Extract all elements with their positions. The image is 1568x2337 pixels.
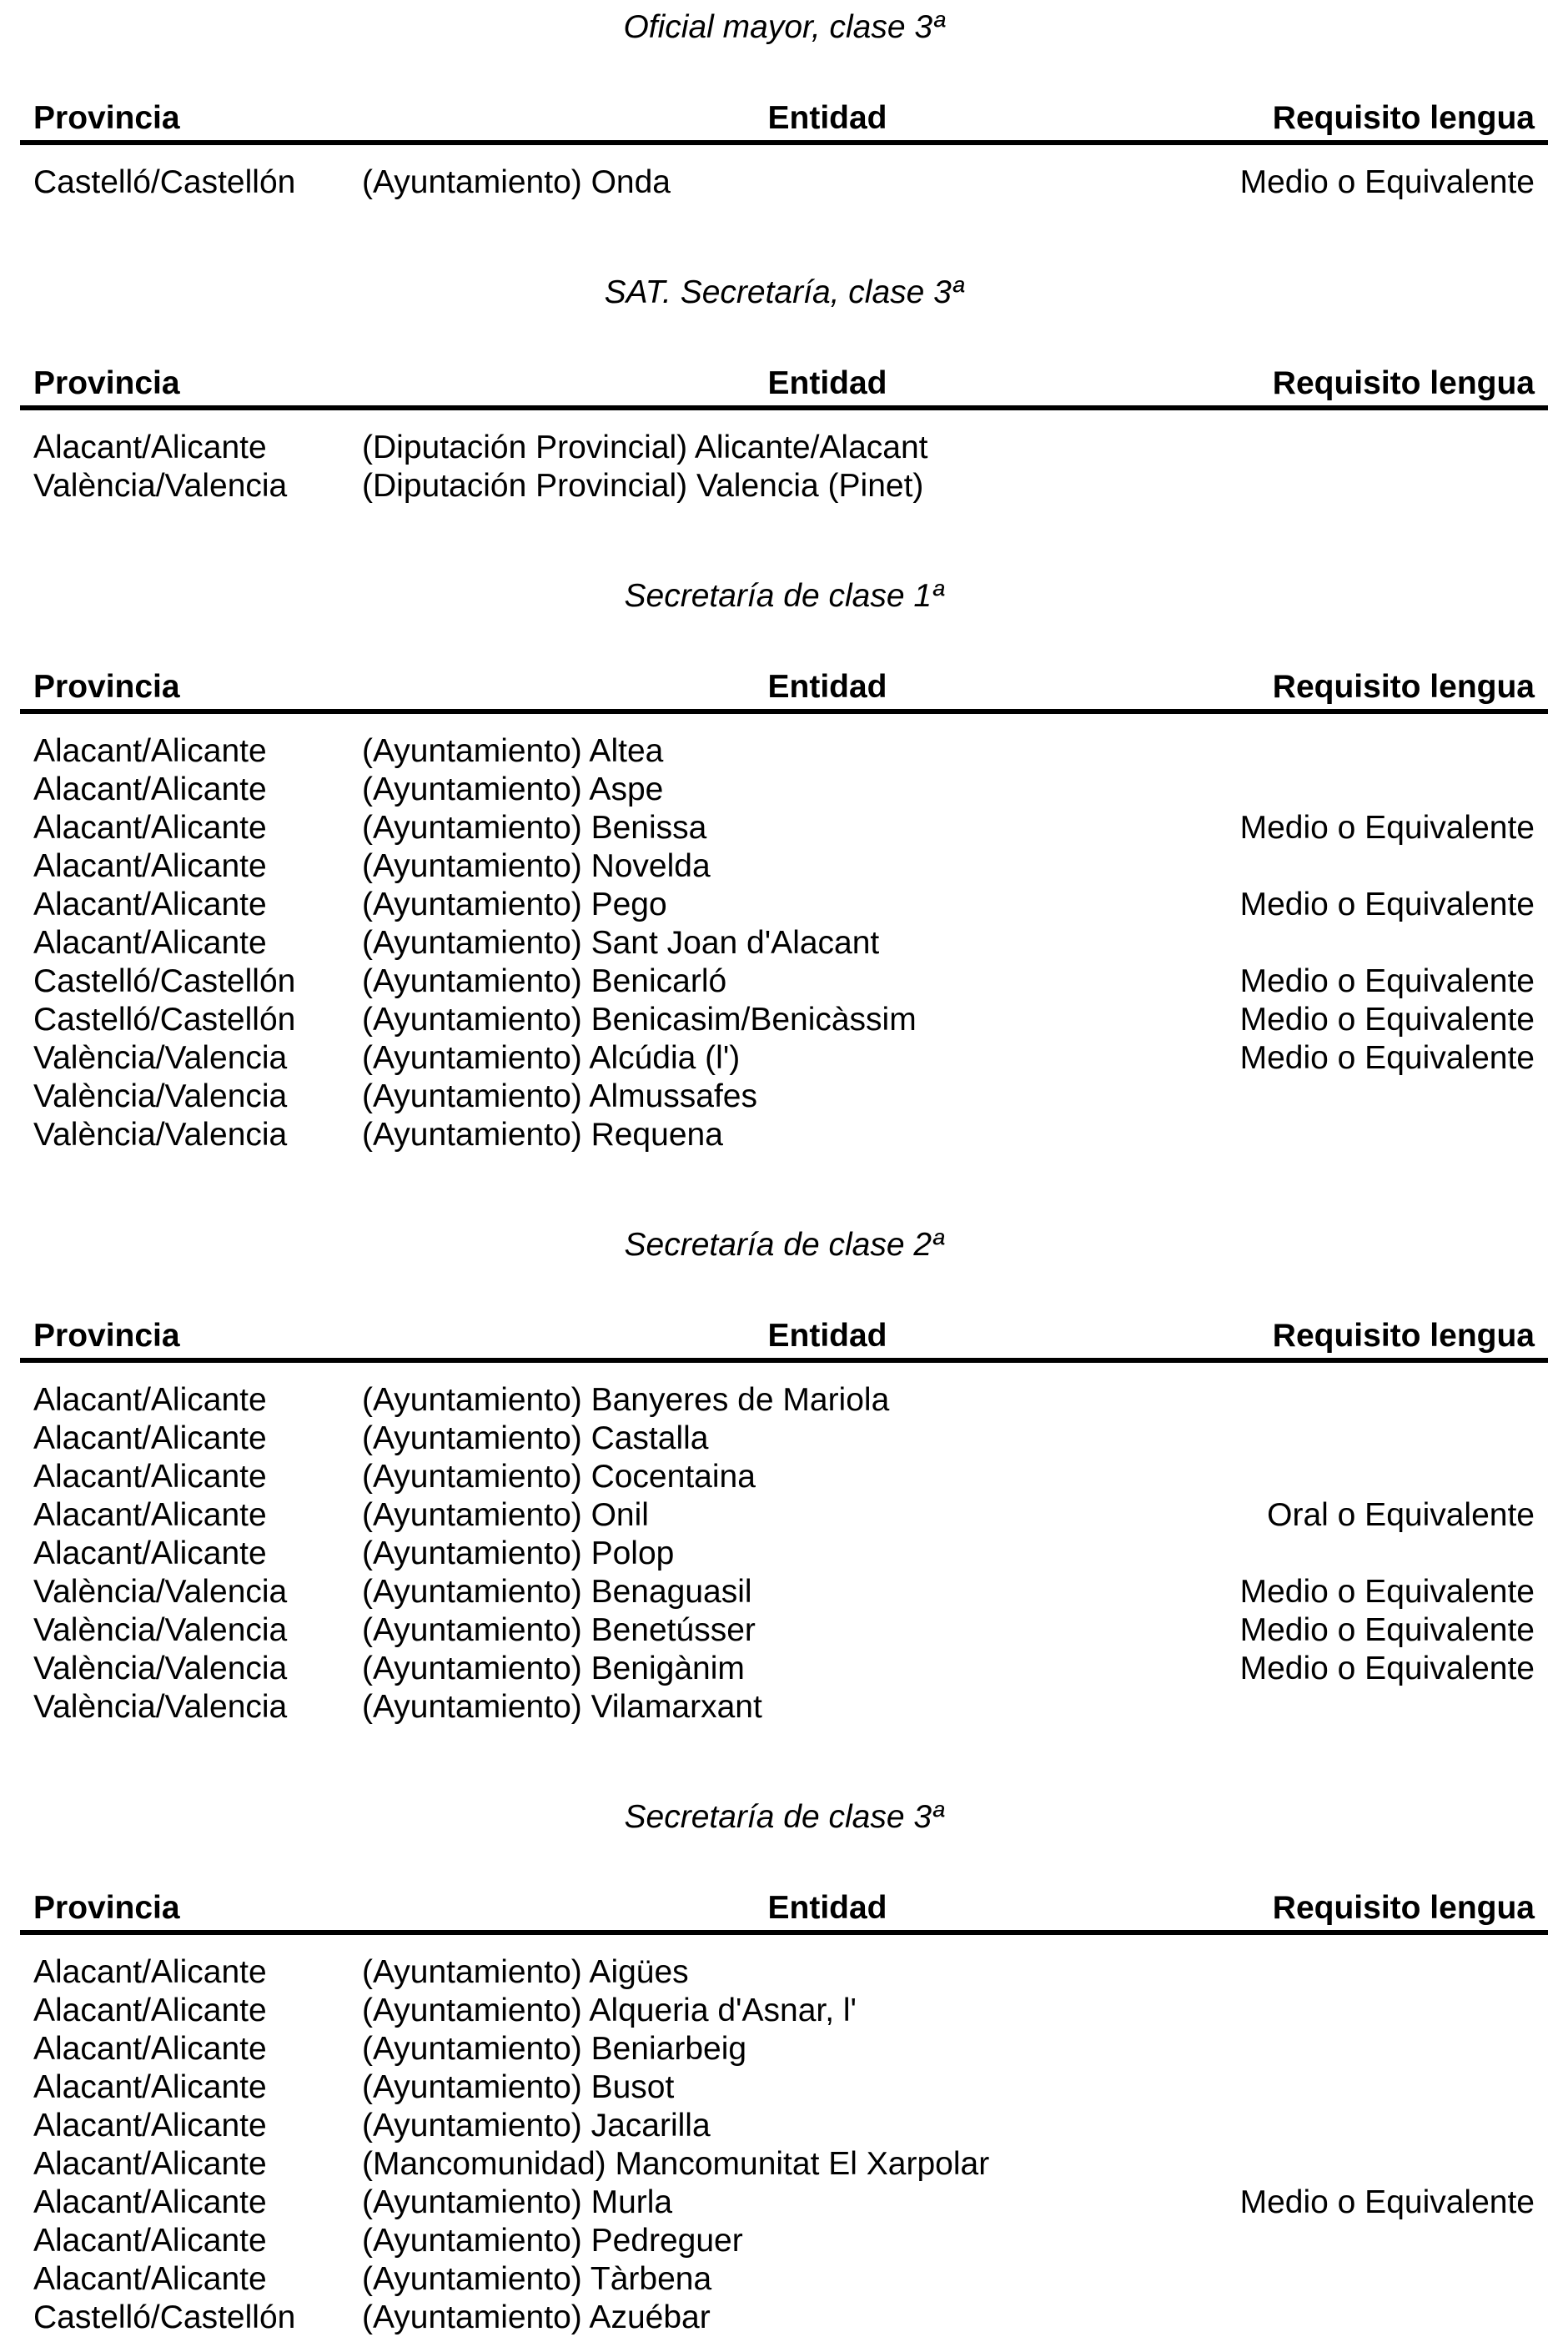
- cell-provincia: Alacant/Alicante: [33, 2031, 267, 2067]
- cell-provincia: Alacant/Alicante: [33, 887, 267, 922]
- header-entidad: Entidad: [767, 100, 887, 136]
- cell-provincia: Alacant/Alicante: [33, 1993, 267, 2028]
- table-row: [20, 1992, 1548, 2030]
- header-entidad: Entidad: [767, 365, 887, 401]
- cell-provincia: València/Valencia: [33, 1040, 288, 1076]
- table-row: [20, 924, 1548, 962]
- cell-entidad: (Ayuntamiento) Beniarbeig: [362, 2031, 747, 2067]
- cell-entidad: (Ayuntamiento) Benetússer: [362, 1612, 756, 1648]
- table-row: [20, 2184, 1548, 2222]
- table-row: [20, 2030, 1548, 2068]
- table-row: [20, 429, 1548, 467]
- cell-entidad: (Ayuntamiento) Banyeres de Mariola: [362, 1382, 890, 1418]
- cell-provincia: Alacant/Alicante: [33, 2223, 267, 2259]
- cell-entidad: (Ayuntamiento) Tàrbena: [362, 2261, 712, 2297]
- cell-requisito-lengua: Medio o Equivalente: [1239, 1612, 1535, 1648]
- cell-requisito-lengua: Oral o Equivalente: [1267, 1497, 1535, 1533]
- cell-provincia: Alacant/Alicante: [33, 810, 267, 846]
- table-body: [20, 163, 1548, 202]
- section-title: Oficial mayor, clase 3ª: [623, 9, 945, 45]
- cell-entidad: (Diputación Provincial) Valencia (Pinet): [362, 468, 924, 504]
- cell-entidad: (Ayuntamiento) Alqueria d'Asnar, l': [362, 1993, 857, 2028]
- cell-entidad: (Ayuntamiento) Murla: [362, 2184, 673, 2220]
- table-row: [20, 2299, 1548, 2337]
- section-secretaria-1: [20, 575, 1548, 1154]
- table-row: [20, 771, 1548, 809]
- cell-provincia: Alacant/Alicante: [33, 925, 267, 961]
- table-row: [20, 886, 1548, 924]
- table-row: [20, 2107, 1548, 2145]
- header-entidad: Entidad: [767, 1318, 887, 1354]
- section-title: Secretaría de clase 2ª: [624, 1227, 944, 1263]
- table-row: [20, 1458, 1548, 1496]
- cell-requisito-lengua: Medio o Equivalente: [1239, 810, 1535, 846]
- cell-entidad: (Ayuntamiento) Jacarilla: [362, 2108, 711, 2144]
- table-row: [20, 2145, 1548, 2184]
- cell-entidad: (Mancomunidad) Mancomunitat El Xarpolar: [362, 2146, 990, 2182]
- cell-provincia: Alacant/Alicante: [33, 1497, 267, 1533]
- cell-provincia: València/Valencia: [33, 1612, 288, 1648]
- cell-requisito-lengua: Medio o Equivalente: [1239, 1574, 1535, 1610]
- cell-provincia: Alacant/Alicante: [33, 1420, 267, 1456]
- table-header: [20, 362, 1548, 410]
- cell-entidad: (Ayuntamiento) Almussafes: [362, 1078, 757, 1114]
- table-row: [20, 163, 1548, 202]
- cell-entidad: (Ayuntamiento) Benicarló: [362, 963, 727, 999]
- cell-provincia: Alacant/Alicante: [33, 1459, 267, 1495]
- table-row: [20, 1650, 1548, 1688]
- cell-entidad: (Diputación Provincial) Alicante/Alacant: [362, 430, 928, 465]
- cell-provincia: Alacant/Alicante: [33, 2146, 267, 2182]
- table-row: [20, 1611, 1548, 1650]
- table-row: [20, 1573, 1548, 1611]
- table-row: [20, 1116, 1548, 1154]
- table-body: [20, 1381, 1548, 1726]
- cell-provincia: València/Valencia: [33, 1078, 288, 1114]
- cell-requisito-lengua: Medio o Equivalente: [1239, 164, 1535, 200]
- cell-provincia: Alacant/Alicante: [33, 1382, 267, 1418]
- table-row: [20, 2068, 1548, 2107]
- table-row: [20, 467, 1548, 505]
- table-row: [20, 1688, 1548, 1726]
- table-header: [20, 1314, 1548, 1363]
- cell-entidad: (Ayuntamiento) Castalla: [362, 1420, 709, 1456]
- header-entidad: Entidad: [767, 669, 887, 705]
- cell-provincia: València/Valencia: [33, 1574, 288, 1610]
- table-row: [20, 732, 1548, 771]
- cell-requisito-lengua: Medio o Equivalente: [1239, 1002, 1535, 1038]
- cell-provincia: Alacant/Alicante: [33, 2069, 267, 2105]
- header-provincia: Provincia: [33, 100, 180, 136]
- cell-entidad: (Ayuntamiento) Altea: [362, 733, 664, 769]
- header-provincia: Provincia: [33, 365, 180, 401]
- table-row: [20, 809, 1548, 847]
- cell-entidad: (Ayuntamiento) Benaguasil: [362, 1574, 752, 1610]
- cell-provincia: Castelló/Castellón: [33, 1002, 296, 1038]
- cell-entidad: (Ayuntamiento) Polop: [362, 1535, 675, 1571]
- cell-entidad: (Ayuntamiento) Azuébar: [362, 2299, 711, 2335]
- cell-requisito-lengua: Medio o Equivalente: [1239, 963, 1535, 999]
- cell-entidad: (Ayuntamiento) Benissa: [362, 810, 707, 846]
- cell-provincia: Alacant/Alicante: [33, 2261, 267, 2297]
- header-requisito-lengua: Requisito lengua: [1272, 1890, 1535, 1926]
- section-oficial-mayor-3: [20, 7, 1548, 202]
- cell-provincia: Alacant/Alicante: [33, 2184, 267, 2220]
- table-body: [20, 732, 1548, 1154]
- cell-provincia: Alacant/Alicante: [33, 848, 267, 884]
- cell-provincia: Alacant/Alicante: [33, 430, 267, 465]
- header-requisito-lengua: Requisito lengua: [1272, 669, 1535, 705]
- header-entidad: Entidad: [767, 1890, 887, 1926]
- table-row: [20, 1381, 1548, 1420]
- cell-provincia: València/Valencia: [33, 1689, 288, 1725]
- header-requisito-lengua: Requisito lengua: [1272, 365, 1535, 401]
- header-requisito-lengua: Requisito lengua: [1272, 1318, 1535, 1354]
- cell-provincia: València/Valencia: [33, 1651, 288, 1686]
- table-body: [20, 429, 1548, 505]
- cell-provincia: València/Valencia: [33, 468, 288, 504]
- table-row: [20, 1039, 1548, 1078]
- table-header: [20, 97, 1548, 145]
- section-title: Secretaría de clase 3ª: [624, 1799, 944, 1835]
- table-row: [20, 1535, 1548, 1573]
- cell-entidad: (Ayuntamiento) Busot: [362, 2069, 675, 2105]
- cell-entidad: (Ayuntamiento) Aspe: [362, 771, 664, 807]
- cell-provincia: Alacant/Alicante: [33, 2108, 267, 2144]
- cell-entidad: (Ayuntamiento) Benigànim: [362, 1651, 745, 1686]
- cell-entidad: (Ayuntamiento) Requena: [362, 1117, 723, 1153]
- cell-provincia: Alacant/Alicante: [33, 1954, 267, 1990]
- cell-requisito-lengua: Medio o Equivalente: [1239, 887, 1535, 922]
- cell-requisito-lengua: Medio o Equivalente: [1239, 2184, 1535, 2220]
- section-secretaria-2: [20, 1224, 1548, 1726]
- cell-requisito-lengua: Medio o Equivalente: [1239, 1040, 1535, 1076]
- table-header: [20, 666, 1548, 714]
- table-row: [20, 1078, 1548, 1116]
- table-row: [20, 2260, 1548, 2299]
- cell-entidad: (Ayuntamiento) Benicasim/Benicàssim: [362, 1002, 917, 1038]
- cell-entidad: (Ayuntamiento) Vilamarxant: [362, 1689, 762, 1725]
- cell-entidad: (Ayuntamiento) Alcúdia (l'): [362, 1040, 741, 1076]
- cell-provincia: Castelló/Castellón: [33, 963, 296, 999]
- table-row: [20, 1001, 1548, 1039]
- cell-provincia: Castelló/Castellón: [33, 2299, 296, 2335]
- section-title: SAT. Secretaría, clase 3ª: [604, 274, 964, 310]
- section-secretaria-3: [20, 1797, 1548, 2337]
- table-row: [20, 847, 1548, 886]
- document-page: [20, 0, 1548, 2337]
- cell-provincia: Alacant/Alicante: [33, 733, 267, 769]
- cell-entidad: (Ayuntamiento) Pedreguer: [362, 2223, 743, 2259]
- section-title: Secretaría de clase 1ª: [624, 578, 944, 614]
- table-row: [20, 1420, 1548, 1458]
- table-header: [20, 1887, 1548, 1935]
- header-provincia: Provincia: [33, 669, 180, 705]
- table-body: [20, 1953, 1548, 2337]
- section-sat-secretaria-3: [20, 272, 1548, 505]
- cell-entidad: (Ayuntamiento) Novelda: [362, 848, 711, 884]
- table-row: [20, 962, 1548, 1001]
- cell-provincia: Castelló/Castellón: [33, 164, 296, 200]
- cell-entidad: (Ayuntamiento) Onda: [362, 164, 671, 200]
- cell-entidad: (Ayuntamiento) Sant Joan d'Alacant: [362, 925, 880, 961]
- cell-entidad: (Ayuntamiento) Aigües: [362, 1954, 689, 1990]
- header-requisito-lengua: Requisito lengua: [1272, 100, 1535, 136]
- cell-entidad: (Ayuntamiento) Pego: [362, 887, 667, 922]
- table-row: [20, 1953, 1548, 1992]
- cell-entidad: (Ayuntamiento) Onil: [362, 1497, 649, 1533]
- table-row: [20, 1496, 1548, 1535]
- table-row: [20, 2222, 1548, 2260]
- cell-requisito-lengua: Medio o Equivalente: [1239, 1651, 1535, 1686]
- cell-entidad: (Ayuntamiento) Cocentaina: [362, 1459, 756, 1495]
- cell-provincia: Alacant/Alicante: [33, 1535, 267, 1571]
- header-provincia: Provincia: [33, 1890, 180, 1926]
- header-provincia: Provincia: [33, 1318, 180, 1354]
- cell-provincia: València/Valencia: [33, 1117, 288, 1153]
- cell-provincia: Alacant/Alicante: [33, 771, 267, 807]
